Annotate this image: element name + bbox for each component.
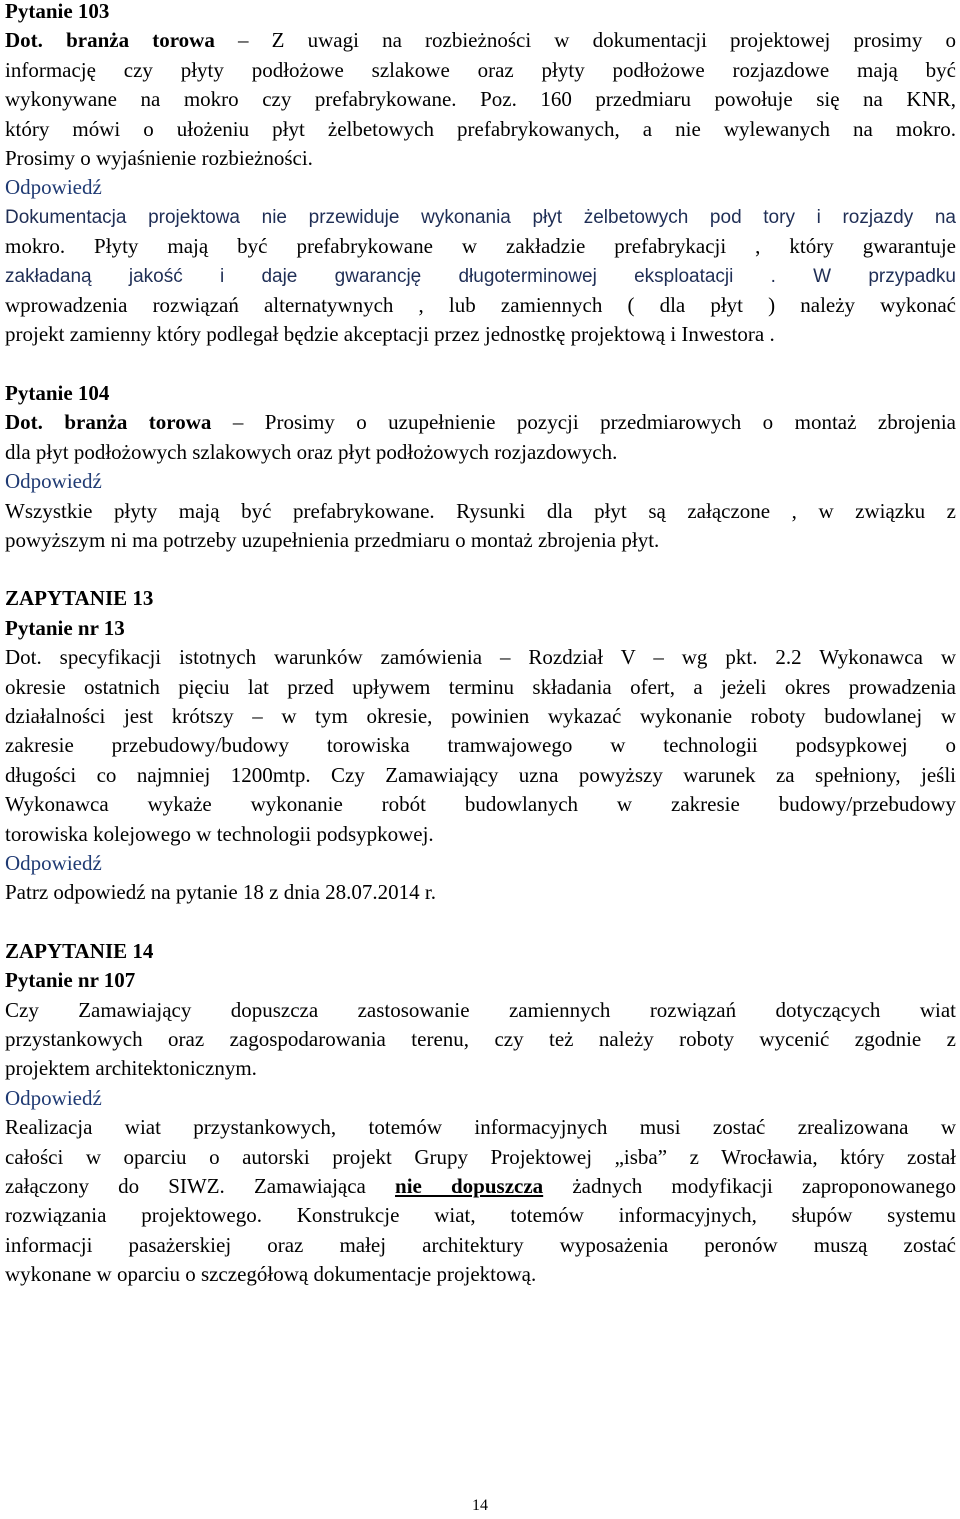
dash: –	[214, 28, 272, 53]
branch-label: branża torowa	[64, 410, 212, 435]
dot-label: Dot.	[5, 28, 43, 53]
question-text-line: który mówi o ułożeniu płyt żelbetowych prefabrykowanych, a nie wylewanych na mokro.	[5, 116, 956, 141]
inquiry-14	[5, 937, 956, 1290]
question-text-line: długości co najmniej 1200mtp. Czy Zamawiający uzna powyższy warunek za spełniony, jeśli	[5, 762, 956, 787]
dot-label: Dot.	[5, 410, 43, 435]
answer-text: załączony do SIWZ. Zamawiająca	[5, 1174, 396, 1199]
question-text-line: przystankowych oraz zagospodarowania terenu, czy też należy roboty wycenić zgodnie z	[5, 1027, 956, 1051]
question-text-line: wykonywane na mokro czy prefabrykowane. Poz. 160 przedmiaru powołuje się na KNR,	[5, 87, 956, 112]
answer-text-line	[5, 1172, 956, 1201]
answer-text-line: całości w oparciu o autorski projekt Grupy Projektowej „isba” z Wrocławia, który został	[5, 1144, 956, 1169]
inquiry-title: ZAPYTANIE 14	[5, 938, 154, 963]
question-title: Pytanie 104	[5, 380, 110, 405]
question-text-line: Dot. specyfikacji istotnych warunków zamówienia – Rozdział V – wg pkt. 2.2 Wykonawca w	[5, 645, 956, 670]
question-text-line: Prosimy o wyjaśnienie rozbieżności.	[5, 146, 313, 171]
answer-text-line: rozwiązania projektowego. Konstrukcje wiat, totemów informacyjnych, słupów systemu	[5, 1203, 956, 1228]
question-title: Pytanie 103	[5, 0, 110, 23]
answer-heading: Odpowiedź	[5, 1085, 102, 1110]
question-text-line: działalności jest krótszy – w tym okresie, powinien wykazać wykonanie roboty budowlanej w	[5, 703, 956, 728]
inquiry-title: ZAPYTANIE 13	[5, 586, 154, 611]
question-title: Pytanie nr 107	[5, 968, 136, 993]
answer-text-line: wprowadzenia rozwiązań alternatywnych , lub zamiennych ( dla płyt ) należy wykonać	[5, 293, 956, 318]
answer-text-line: projekt zamienny który podlegał będzie akceptacji przez jednostkę projektową i Inwestora .	[5, 322, 775, 347]
question-text-line: Wykonawca wykaże wykonanie robót budowlanych w zakresie budowy/przebudowy	[5, 792, 956, 817]
emphasis-text: nie dopuszcza	[395, 1174, 544, 1199]
question-text-line: torowiska kolejowego w technologii podsypkowej.	[5, 821, 434, 846]
answer-text-line: Dokumentacja projektowa nie przewiduje wykonania płyt żelbetowych pod tory i rozjazdy na	[5, 206, 956, 228]
question-text-line: okresie ostatnich pięciu lat przed upływem terminu składania ofert, a jeżeli okres prowadzenia	[5, 674, 956, 699]
dash: –	[211, 410, 265, 435]
question-103	[5, 0, 956, 350]
question-text: Prosimy o uzupełnienie pozycji przedmiarowych o montaż zbrojenia	[264, 410, 956, 435]
answer-text-line: Realizacja wiat przystankowych, totemów informacyjnych musi zostać zrealizowana w	[5, 1115, 956, 1140]
answer-text-line: informacji pasażerskiej oraz małej architektury wyposażenia peronów muszą zostać	[5, 1232, 956, 1257]
answer-text: żadnych modyfikacji zaproponowanego	[543, 1174, 956, 1199]
page-number: 14	[472, 1497, 488, 1514]
answer-heading: Odpowiedź	[5, 850, 102, 875]
answer-text-line: mokro. Płyty mają być prefabrykowane w zakładzie prefabrykacji , który gwarantuje	[5, 234, 956, 259]
question-text-line	[5, 26, 956, 55]
question-title: Pytanie nr 13	[5, 615, 125, 640]
question-text-line: zakresie przebudowy/budowy torowiska tramwajowego w technologii podsypkowej o	[5, 733, 956, 758]
question-104	[5, 379, 956, 555]
question-text-line: Czy Zamawiający dopuszcza zastosowanie zamiennych rozwiązań dotyczących wiat	[5, 997, 956, 1022]
answer-text-line: wykonane w oparciu o szczegółową dokumentacje projektową.	[5, 1262, 537, 1287]
answer-text-line: powyższym ni ma potrzeby uzupełnienia przedmiaru o montaż zbrojenia płyt.	[5, 527, 660, 552]
answer-text-line: Wszystkie płyty mają być prefabrykowane. Rysunki dla płyt są załączone , w związku z	[5, 498, 956, 523]
question-text: Z uwagi na rozbieżności w dokumentacji projektowej prosimy o	[271, 28, 956, 53]
answer-text-line: zakładaną jakość i daje gwarancję długoterminowej eksploatacji . W przypadku	[5, 265, 956, 287]
answer-heading: Odpowiedź	[5, 469, 102, 494]
answer-heading: Odpowiedź	[5, 175, 102, 200]
inquiry-13	[5, 584, 956, 907]
document-body	[5, 0, 956, 1290]
question-text-line: dla płyt podłożowych szlakowych oraz płyt podłożowych rozjazdowych.	[5, 439, 618, 464]
question-text-line: informację czy płyty podłożowe szlakowe oraz płyty podłożowe rozjazdowe mają być	[5, 57, 956, 82]
question-text-line	[5, 408, 956, 437]
branch-label: branża torowa	[66, 28, 215, 53]
answer-text-line: Patrz odpowiedź na pytanie 18 z dnia 28.07.2014 r.	[5, 880, 436, 905]
question-text-line: projektem architektonicznym.	[5, 1056, 257, 1081]
